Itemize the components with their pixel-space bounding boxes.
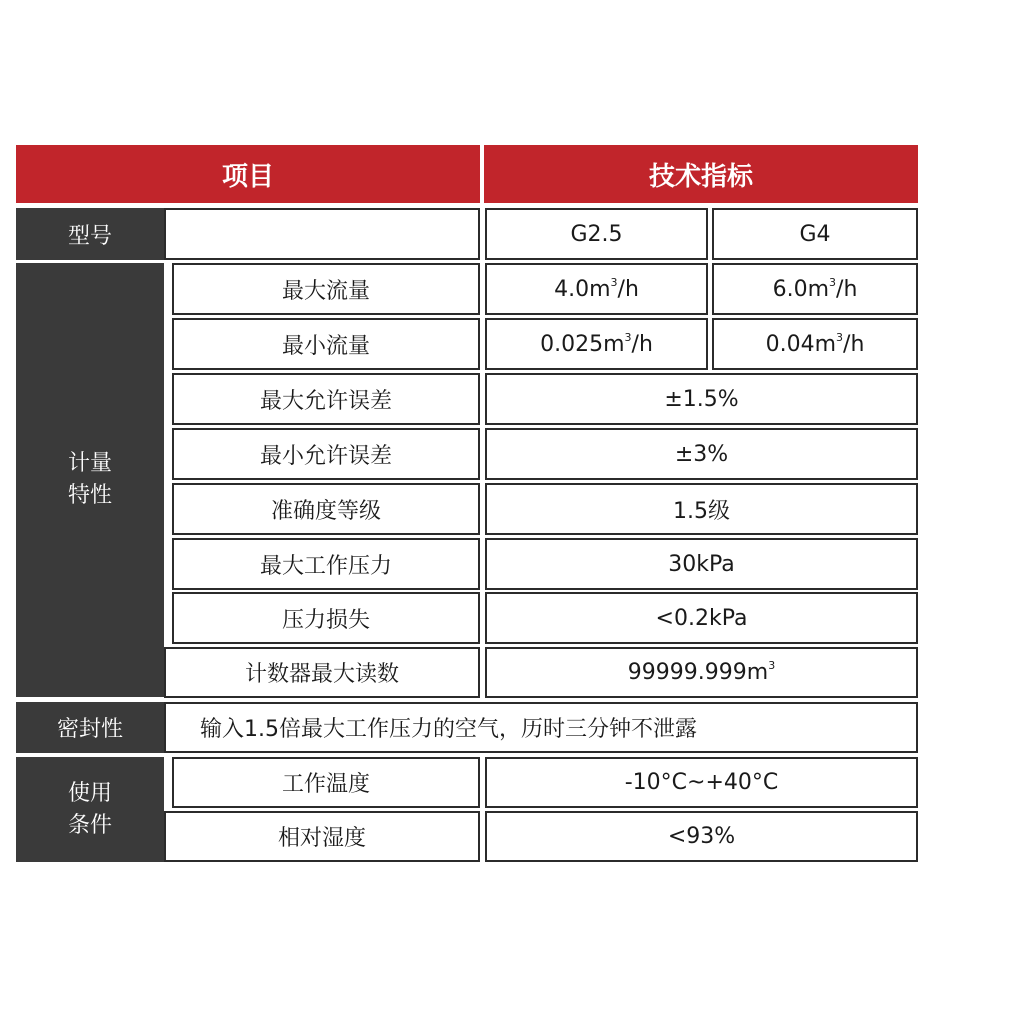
metering-label-line1: 计量	[67, 451, 112, 476]
model-g4: G4	[799, 221, 831, 247]
min-flow-g25-value: $0.025m^3/h$	[540, 330, 653, 357]
accuracy-name-cell	[172, 483, 480, 535]
conditions-label-line1: 使用	[67, 780, 112, 806]
max-flow-g25-value: $4.0m^3/h$	[554, 275, 639, 302]
accuracy-value: 1.5级	[673, 498, 730, 524]
conditions-label-line2: 条件	[67, 812, 112, 838]
sealing-value-cell	[164, 702, 918, 753]
max-error-name-cell	[172, 373, 480, 425]
model-empty-cell	[164, 208, 480, 260]
accuracy-value-cell	[485, 483, 918, 535]
humidity-name: 相对湿度	[277, 826, 366, 851]
min-flow-g4-cell	[712, 318, 918, 370]
counter-max-name-cell	[164, 647, 480, 698]
header-item-cell	[16, 145, 480, 203]
max-pressure-name: 最大工作压力	[259, 553, 392, 579]
work-temp-name-cell	[172, 757, 480, 808]
min-error-name: 最小允许误差	[259, 443, 392, 469]
work-temp-name: 工作温度	[281, 772, 370, 797]
min-flow-name: 最小流量	[281, 333, 370, 359]
min-flow-g25-cell	[485, 318, 708, 370]
work-temp-value: -10°C~+40°C	[624, 770, 779, 795]
sealing-label: 密封性	[56, 717, 123, 742]
counter-max-name: 计数器最大读数	[244, 662, 399, 687]
max-flow-g25-cell	[485, 263, 708, 315]
max-flow-g4-value: $6.0m^3/h$	[772, 275, 858, 302]
counter-max-value: $99999.999m^3$	[627, 659, 776, 685]
max-pressure-value-cell	[485, 538, 918, 590]
max-pressure-name-cell	[172, 538, 480, 590]
pressure-loss-name: 压力损失	[281, 607, 370, 633]
min-error-value: ±3%	[674, 441, 729, 467]
sealing-label-cell	[16, 702, 164, 753]
header-item-label: 项目	[221, 161, 274, 192]
model-g25: G2.5	[570, 221, 623, 247]
max-error-name: 最大允许误差	[259, 388, 392, 414]
humidity-value: <93%	[667, 824, 736, 849]
min-error-value-cell	[485, 428, 918, 480]
max-pressure-value: 30kPa	[668, 551, 735, 577]
conditions-label-cell	[16, 757, 164, 862]
min-flow-g4-value: $0.04m^3/h$	[765, 330, 865, 357]
max-flow-g4-cell	[712, 263, 918, 315]
counter-max-value-cell	[485, 647, 918, 698]
model-label-cell	[16, 208, 164, 260]
work-temp-value-cell	[485, 757, 918, 808]
header-spec-cell	[484, 145, 918, 203]
min-flow-name-cell	[172, 318, 480, 370]
pressure-loss-value: <0.2kPa	[655, 605, 748, 631]
humidity-name-cell	[164, 811, 480, 862]
max-flow-name-cell	[172, 263, 480, 315]
max-flow-name: 最大流量	[281, 278, 370, 304]
pressure-loss-value-cell	[485, 592, 918, 644]
model-label: 型号	[67, 223, 112, 249]
metering-label-line2: 特性	[67, 483, 112, 508]
min-error-name-cell	[172, 428, 480, 480]
pressure-loss-name-cell	[172, 592, 480, 644]
max-error-value-cell	[485, 373, 918, 425]
accuracy-name: 准确度等级	[270, 498, 381, 524]
model-g4-cell	[712, 208, 918, 260]
metering-label-cell	[16, 263, 164, 697]
model-g25-cell	[485, 208, 708, 260]
header-spec-label: 技术指标	[648, 161, 753, 192]
max-error-value: ±1.5%	[664, 386, 739, 412]
sealing-value: 输入1.5倍最大工作压力的空气，历时三分钟不泄露	[200, 717, 697, 742]
humidity-value-cell	[485, 811, 918, 862]
